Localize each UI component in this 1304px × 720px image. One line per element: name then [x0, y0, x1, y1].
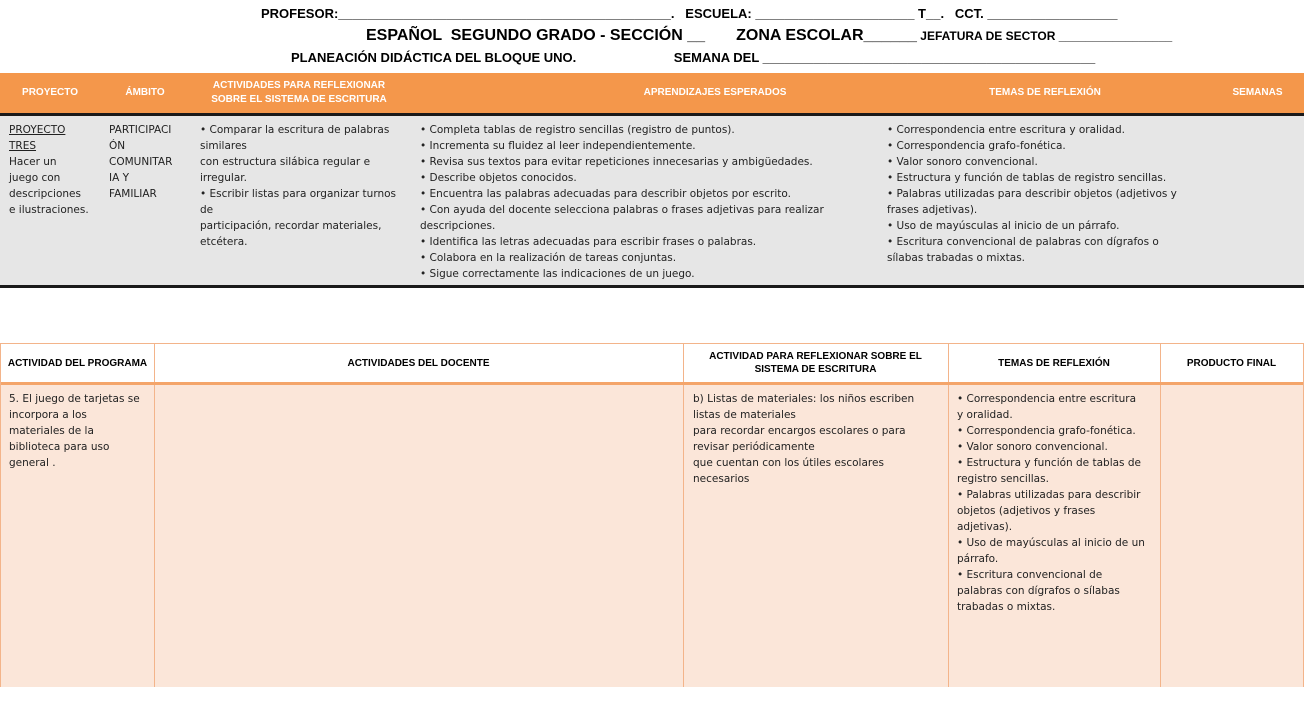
- column-divider: [683, 344, 684, 382]
- tema-line: • Correspondencia entre escritura y oralidad.: [887, 124, 1125, 136]
- tema-line: • Escritura convencional de palabras con dígrafos o: [887, 236, 1159, 248]
- aprendizaje-line: • Incrementa su fluidez al leer independientemente.: [420, 140, 696, 152]
- activity-table: [0, 343, 1304, 687]
- tema-line: registro sencillas.: [957, 473, 1049, 485]
- cell-proyecto: [9, 122, 101, 218]
- actividades-line: • Comparar la escritura de palabras: [200, 124, 390, 136]
- programa-line: incorpora a los: [9, 409, 87, 421]
- column-divider: [683, 385, 684, 687]
- actividades-line: etcétera.: [200, 236, 248, 248]
- col-header-actividad-reflexionar: ACTIVIDAD PARA REFLEXIONAR SOBRE EL SISTEMA DE ESCRITURA: [709, 351, 922, 375]
- cell-actividad-reflexionar: [693, 391, 943, 487]
- ambito-line: ÓN: [109, 140, 126, 152]
- reflexionar-line: para recordar encargos escolares o para: [693, 425, 906, 437]
- col-header-temas: TEMAS DE REFLEXIÓN: [989, 87, 1101, 98]
- tema-line: párrafo.: [957, 553, 999, 565]
- tema-line: • Uso de mayúsculas al inicio de un párrafo.: [887, 220, 1120, 232]
- aprendizaje-line: • Con ayuda del docente selecciona palabras o frases adjetivas para realizar: [420, 204, 824, 216]
- actividades-line: irregular.: [200, 172, 247, 184]
- col-header-actividad-programa: ACTIVIDAD DEL PROGRAMA: [7, 357, 148, 369]
- tema-line: • Correspondencia grafo-fonética.: [887, 140, 1066, 152]
- tema-line: • Correspondencia grafo-fonética.: [957, 425, 1136, 437]
- reflexionar-line: que cuentan con los útiles escolares: [693, 457, 884, 469]
- tema-line: • Estructura y función de tablas de: [957, 457, 1141, 469]
- tema-line: • Palabras utilizadas para describir: [957, 489, 1141, 501]
- planning-table-header: [0, 73, 1304, 116]
- header-title-main: ESPAÑOL SEGUNDO GRADO - SECCIÓN __ ZONA ESCOLAR______: [366, 27, 917, 44]
- aprendizaje-line: • Identifica las letras adecuadas para escribir frases o palabras.: [420, 236, 757, 248]
- col-header-aprendizajes: APRENDIZAJES ESPERADOS: [643, 87, 787, 98]
- aprendizaje-line: • Revisa sus textos para evitar repeticiones innecesarias y ambigüedades.: [420, 156, 813, 168]
- tema-line: • Escritura convencional de: [957, 569, 1103, 581]
- planning-table: [0, 73, 1304, 288]
- cell-temas-reflexion: [957, 391, 1157, 615]
- col-header-proyecto: PROYECTO: [22, 87, 78, 98]
- column-divider: [154, 385, 155, 687]
- col-header-producto-final: PRODUCTO FINAL: [1186, 357, 1277, 369]
- tema-line: objetos (adjetivos y frases: [957, 505, 1096, 517]
- planning-table-row: [0, 116, 1304, 288]
- tema-line: adjetivas).: [957, 521, 1013, 533]
- cell-actividad-programa: [9, 391, 151, 471]
- tema-line: • Valor sonoro convencional.: [957, 441, 1108, 453]
- col-header-ambito: ÁMBITO: [125, 87, 165, 98]
- programa-line: general .: [9, 457, 56, 469]
- tema-line: • Correspondencia entre escritura: [957, 393, 1136, 405]
- actividades-line: de: [200, 204, 214, 216]
- aprendizaje-line: • Describe objetos conocidos.: [420, 172, 577, 184]
- proyecto-line: juego con: [9, 172, 61, 184]
- actividades-line: participación, recordar materiales,: [200, 220, 382, 232]
- proyecto-title-1: PROYECTO: [9, 124, 66, 136]
- proyecto-line: e ilustraciones.: [9, 204, 89, 216]
- header-title-line: [366, 27, 1172, 45]
- cell-ambito: [109, 122, 195, 202]
- header-jefatura: JEFATURA DE SECTOR _________________: [916, 29, 1173, 43]
- aprendizaje-line: • Sigue correctamente las indicaciones de un juego.: [420, 268, 695, 280]
- programa-line: 5. El juego de tarjetas se: [9, 393, 140, 405]
- tema-line: frases adjetivas).: [887, 204, 978, 216]
- tema-line: • Estructura y función de tablas de registro sencillas.: [887, 172, 1167, 184]
- actividades-line: con estructura silábica regular e: [200, 156, 371, 168]
- tema-line: sílabas trabadas o mixtas.: [887, 252, 1026, 264]
- column-divider: [154, 344, 155, 382]
- tema-line: palabras con dígrafos o sílabas: [957, 585, 1120, 597]
- header-profesor-line: PROFESOR:______________________________________________. ESCUELA: ______________________ T__. CCT. __________________: [261, 6, 1118, 21]
- actividades-line: • Escribir listas para organizar turnos: [200, 188, 397, 200]
- header-planeacion-line: PLANEACIÓN DIDÁCTICA DEL BLOQUE UNO. SEMANA DEL ______________________________________________: [291, 50, 1096, 65]
- col-header-temas: TEMAS DE REFLEXIÓN: [998, 357, 1110, 369]
- proyecto-line: Hacer un: [9, 156, 57, 168]
- reflexionar-line: revisar periódicamente: [693, 441, 815, 453]
- cell-actividades: [200, 122, 412, 250]
- aprendizaje-line: descripciones.: [420, 220, 496, 232]
- ambito-line: FAMILIAR: [109, 188, 157, 200]
- cell-temas: [887, 122, 1202, 266]
- ambito-line: PARTICIPACI: [109, 124, 172, 136]
- column-divider: [1160, 385, 1161, 687]
- reflexionar-line: necesarios: [693, 473, 750, 485]
- aprendizaje-line: • Completa tablas de registro sencillas (registro de puntos).: [420, 124, 735, 136]
- tema-line: y oralidad.: [957, 409, 1013, 421]
- column-divider: [948, 385, 949, 687]
- column-divider: [1160, 344, 1161, 382]
- col-header-actividades: ACTIVIDADES PARA REFLEXIONAR SOBRE EL SISTEMA DE ESCRITURA: [211, 80, 387, 105]
- tema-line: • Valor sonoro convencional.: [887, 156, 1038, 168]
- activity-table-header: [1, 343, 1303, 385]
- cell-aprendizajes: [420, 122, 880, 282]
- column-divider: [948, 344, 949, 382]
- programa-line: biblioteca para uso: [9, 441, 110, 453]
- aprendizaje-line: • Encuentra las palabras adecuadas para describir objetos por escrito.: [420, 188, 791, 200]
- ambito-line: IA Y: [109, 172, 130, 184]
- tema-line: • Palabras utilizadas para describir objetos (adjetivos y: [887, 188, 1177, 200]
- aprendizaje-line: • Colabora en la realización de tareas conjuntas.: [420, 252, 677, 264]
- ambito-line: COMUNITAR: [109, 156, 173, 168]
- reflexionar-line: listas de materiales: [693, 409, 796, 421]
- actividades-line: similares: [200, 140, 247, 152]
- tema-line: • Uso de mayúsculas al inicio de un: [957, 537, 1145, 549]
- col-header-actividades-docente: ACTIVIDADES DEL DOCENTE: [347, 357, 490, 369]
- programa-line: materiales de la: [9, 425, 94, 437]
- activity-table-row: [1, 385, 1303, 687]
- proyecto-title-2: TRES: [9, 140, 37, 152]
- proyecto-line: descripciones: [9, 188, 81, 200]
- tema-line: trabadas o mixtas.: [957, 601, 1056, 613]
- col-header-semanas: SEMANAS: [1232, 87, 1283, 98]
- reflexionar-line: b) Listas de materiales: los niños escriben: [693, 393, 915, 405]
